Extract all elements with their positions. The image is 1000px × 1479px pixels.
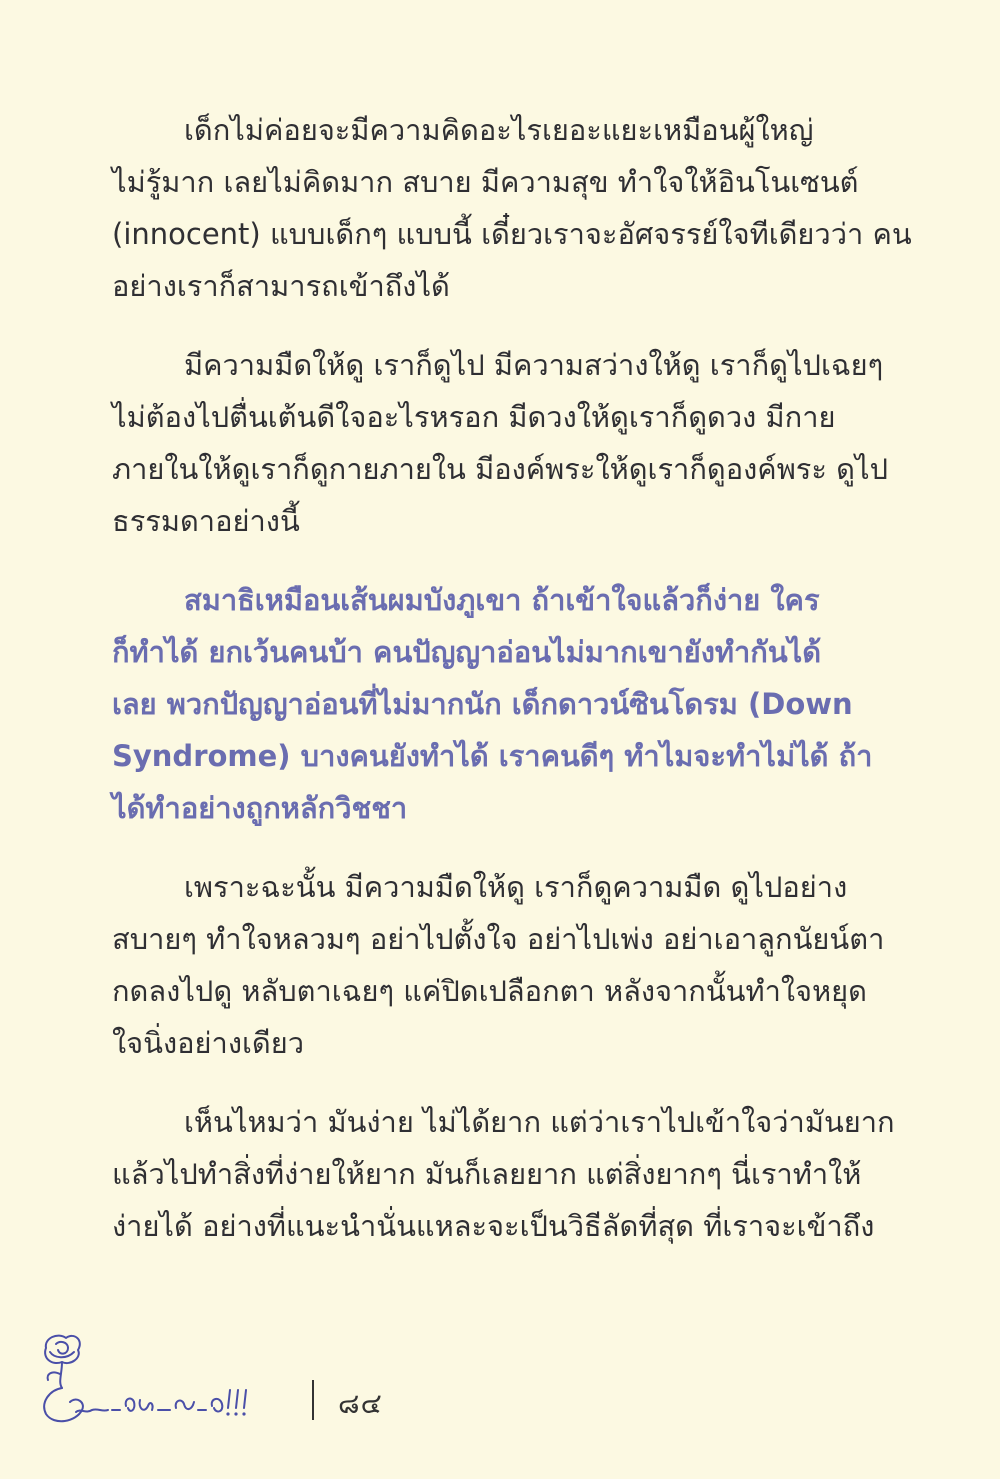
paragraph-line: เพราะฉะนั้น มีความมืดให้ดู เราก็ดูความมืด ดูไปอย่าง — [184, 870, 848, 904]
paragraph-line: เด็กไม่ค่อยจะมีความคิดอะไรเยอะแยะเหมือนผู้ใหญ่ — [184, 113, 814, 147]
highlighted-paragraph — [112, 574, 888, 834]
footer-divider — [312, 1380, 314, 1420]
paragraph-line: ใจนิ่งอย่างเดียว — [112, 1026, 305, 1060]
main-content — [112, 104, 912, 1279]
page-number: ๘๔ — [338, 1387, 383, 1420]
paragraph-line: แล้วไปทำสิ่งที่ง่ายให้ยาก มันก็เลยยาก แต่สิ่งยากๆ นี่เราทำให้ — [112, 1157, 862, 1191]
paragraph-line: ธรรมดาอย่างนี้ — [112, 504, 300, 538]
paragraph-line: ภายในให้ดูเราก็ดูกายภายใน มีองค์พระให้ดูเราก็ดูองค์พระ ดูไป — [112, 452, 889, 486]
rose-signature-logo — [36, 1330, 306, 1430]
paragraph-line: ก็ทำได้ ยกเว้นคนบ้า คนปัญญาอ่อนไม่มากเขายังทำกันได้ — [112, 635, 822, 669]
paragraph-line: กดลงไปดู หลับตาเฉยๆ แค่ปิดเปลือกตา หลังจากนั้นทำใจหยุด — [112, 974, 867, 1008]
paragraph-line: มีความมืดให้ดู เราก็ดูไป มีความสว่างให้ดู เราก็ดูไปเฉยๆ — [184, 348, 884, 382]
paragraph-line: (innocent) แบบเด็กๆ แบบนี้ เดี๋ยวเราจะอัศจรรย์ใจทีเดียวว่า คน — [112, 217, 912, 251]
paragraph-line: ง่ายได้ อย่างที่แนะนำนั่นแหละจะเป็นวิธีลัดที่สุด ที่เราจะเข้าถึง — [112, 1209, 875, 1243]
paragraph-line: เลย พวกปัญญาอ่อนที่ไม่มากนัก เด็กดาวน์ซินโดรม (Down — [112, 687, 853, 721]
paragraph-line: เห็นไหมว่า มันง่าย ไม่ได้ยาก แต่ว่าเราไปเข้าใจว่ามันยาก — [184, 1105, 895, 1139]
paragraph-line: ไม่รู้มาก เลยไม่คิดมาก สบาย มีความสุข ทำใจให้อินโนเซนต์ — [112, 165, 859, 199]
paragraph-2 — [112, 339, 888, 547]
page-footer — [36, 1330, 476, 1430]
paragraph-line: อย่างเราก็สามารถเข้าถึงได้ — [112, 269, 450, 303]
paragraph-line: Syndrome) บางคนยังทำได้ เราคนดีๆ ทำไมจะทำไม่ได้ ถ้า — [112, 739, 873, 773]
paragraph-1 — [112, 104, 912, 312]
paragraph-line: สมาธิเหมือนเส้นผมบังภูเขา ถ้าเข้าใจแล้วก็ง่าย ใคร — [184, 583, 820, 617]
paragraph-line: สบายๆ ทำใจหลวมๆ อย่าไปตั้งใจ อย่าไปเพ่ง อย่าเอาลูกนัยน์ตา — [112, 922, 885, 956]
paragraph-line: ไม่ต้องไปตื่นเต้นดีใจอะไรหรอก มีดวงให้ดูเราก็ดูดวง มีกาย — [112, 400, 836, 434]
paragraph-5 — [112, 1096, 895, 1252]
paragraph-4 — [112, 861, 888, 1069]
paragraph-line: ได้ทำอย่างถูกหลักวิชชา — [112, 791, 408, 825]
